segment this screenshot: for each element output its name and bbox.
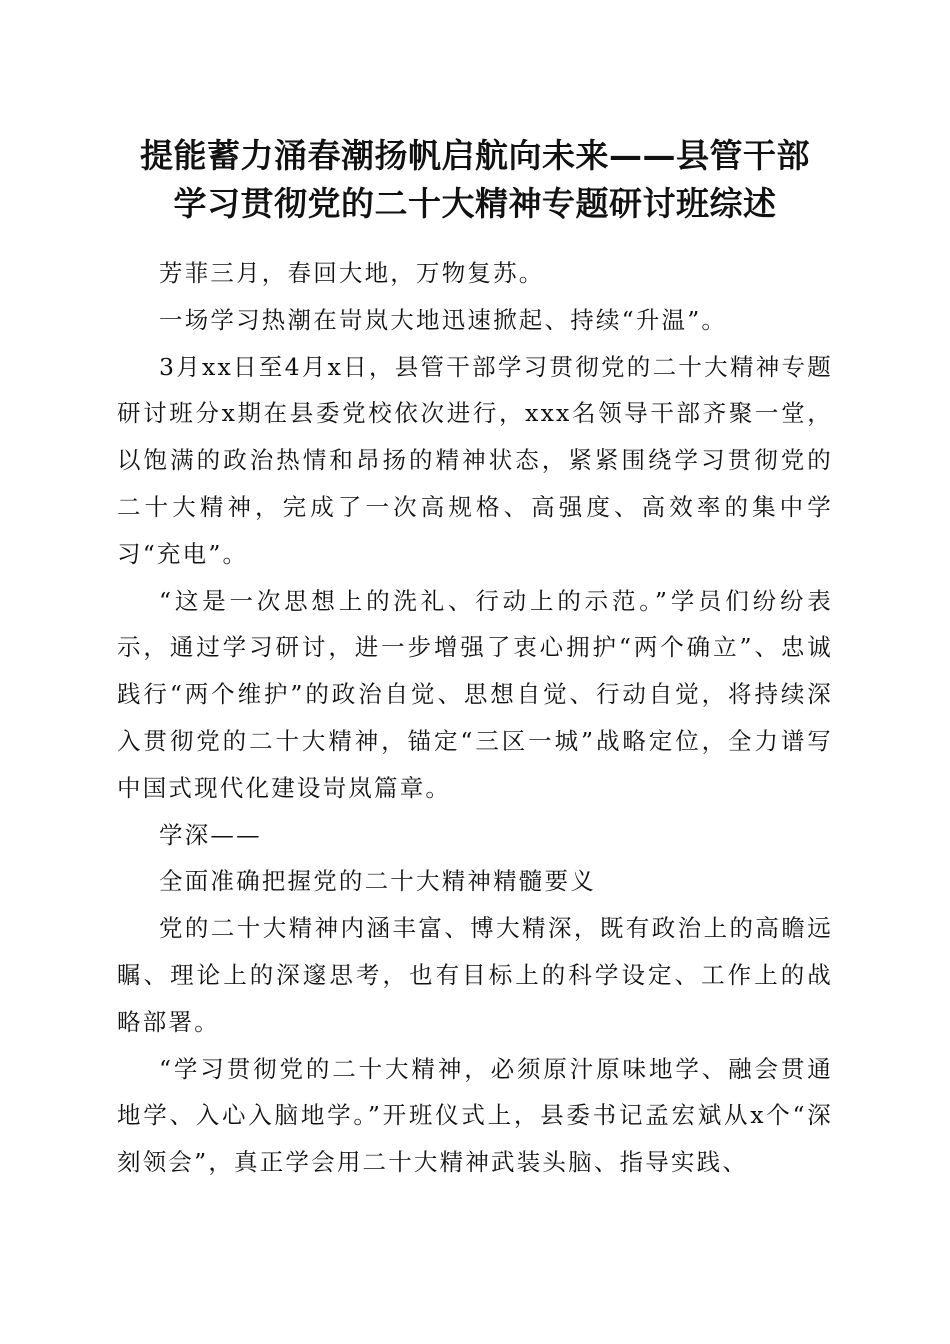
section-heading: 学深—— (159, 820, 262, 849)
paragraph-3: 3月xx日至4月x日，县管干部学习贯彻党的二十大精神专题研讨班分x期在县委党校依次进行，xxx名领导干部齐聚一堂，以饱满的政治热情和昂扬的精神状态，紧紧围绕学习贯彻党的二十大精神，完成了一次高规格、高强度、高效率的集中学习“充电”。 (117, 352, 833, 568)
title-line-2: 学习贯彻党的二十大精神专题研讨班综述 (173, 184, 777, 223)
section-subheading: 全面准确把握党的二十大精神精髓要义 (159, 867, 596, 896)
document-body (117, 250, 833, 1186)
title-line-1: 提能蓄力涌春潮扬帆启航向未来——县管干部 (140, 136, 810, 175)
paragraph-1: 芳菲三月，春回大地，万物复苏。 (159, 259, 545, 287)
paragraph-4: “这是一次思想上的洗礼、行动上的示范。”学员们纷纷表示，通过学习研讨，进一步增强了衷心拥护“两个确立”、忠诚践行“两个维护”的政治自觉、思想自觉、行动自觉，将持续深入贯彻党的二十大精神，锚定“三区一城”战略定位，全力谱写中国式现代化建设岢岚篇章。 (117, 586, 833, 802)
paragraph-5: 党的二十大精神内涵丰富、博大精深，既有政治上的高瞻远瞩、理论上的深邃思考，也有目标上的科学设定、工作上的战略部署。 (117, 914, 833, 1036)
paragraph-6: “学习贯彻党的二十大精神，必须原汁原味地学、融会贯通地学、入心入脑地学。”开班仪式上，县委书记孟宏斌从x个“深刻领会”，真正学会用二十大精神武装头脑、指导实践、 (117, 1054, 833, 1177)
paragraph-2: 一场学习热潮在岢岚大地迅速掀起、持续“升温”。 (159, 305, 728, 334)
document-title (110, 132, 840, 228)
